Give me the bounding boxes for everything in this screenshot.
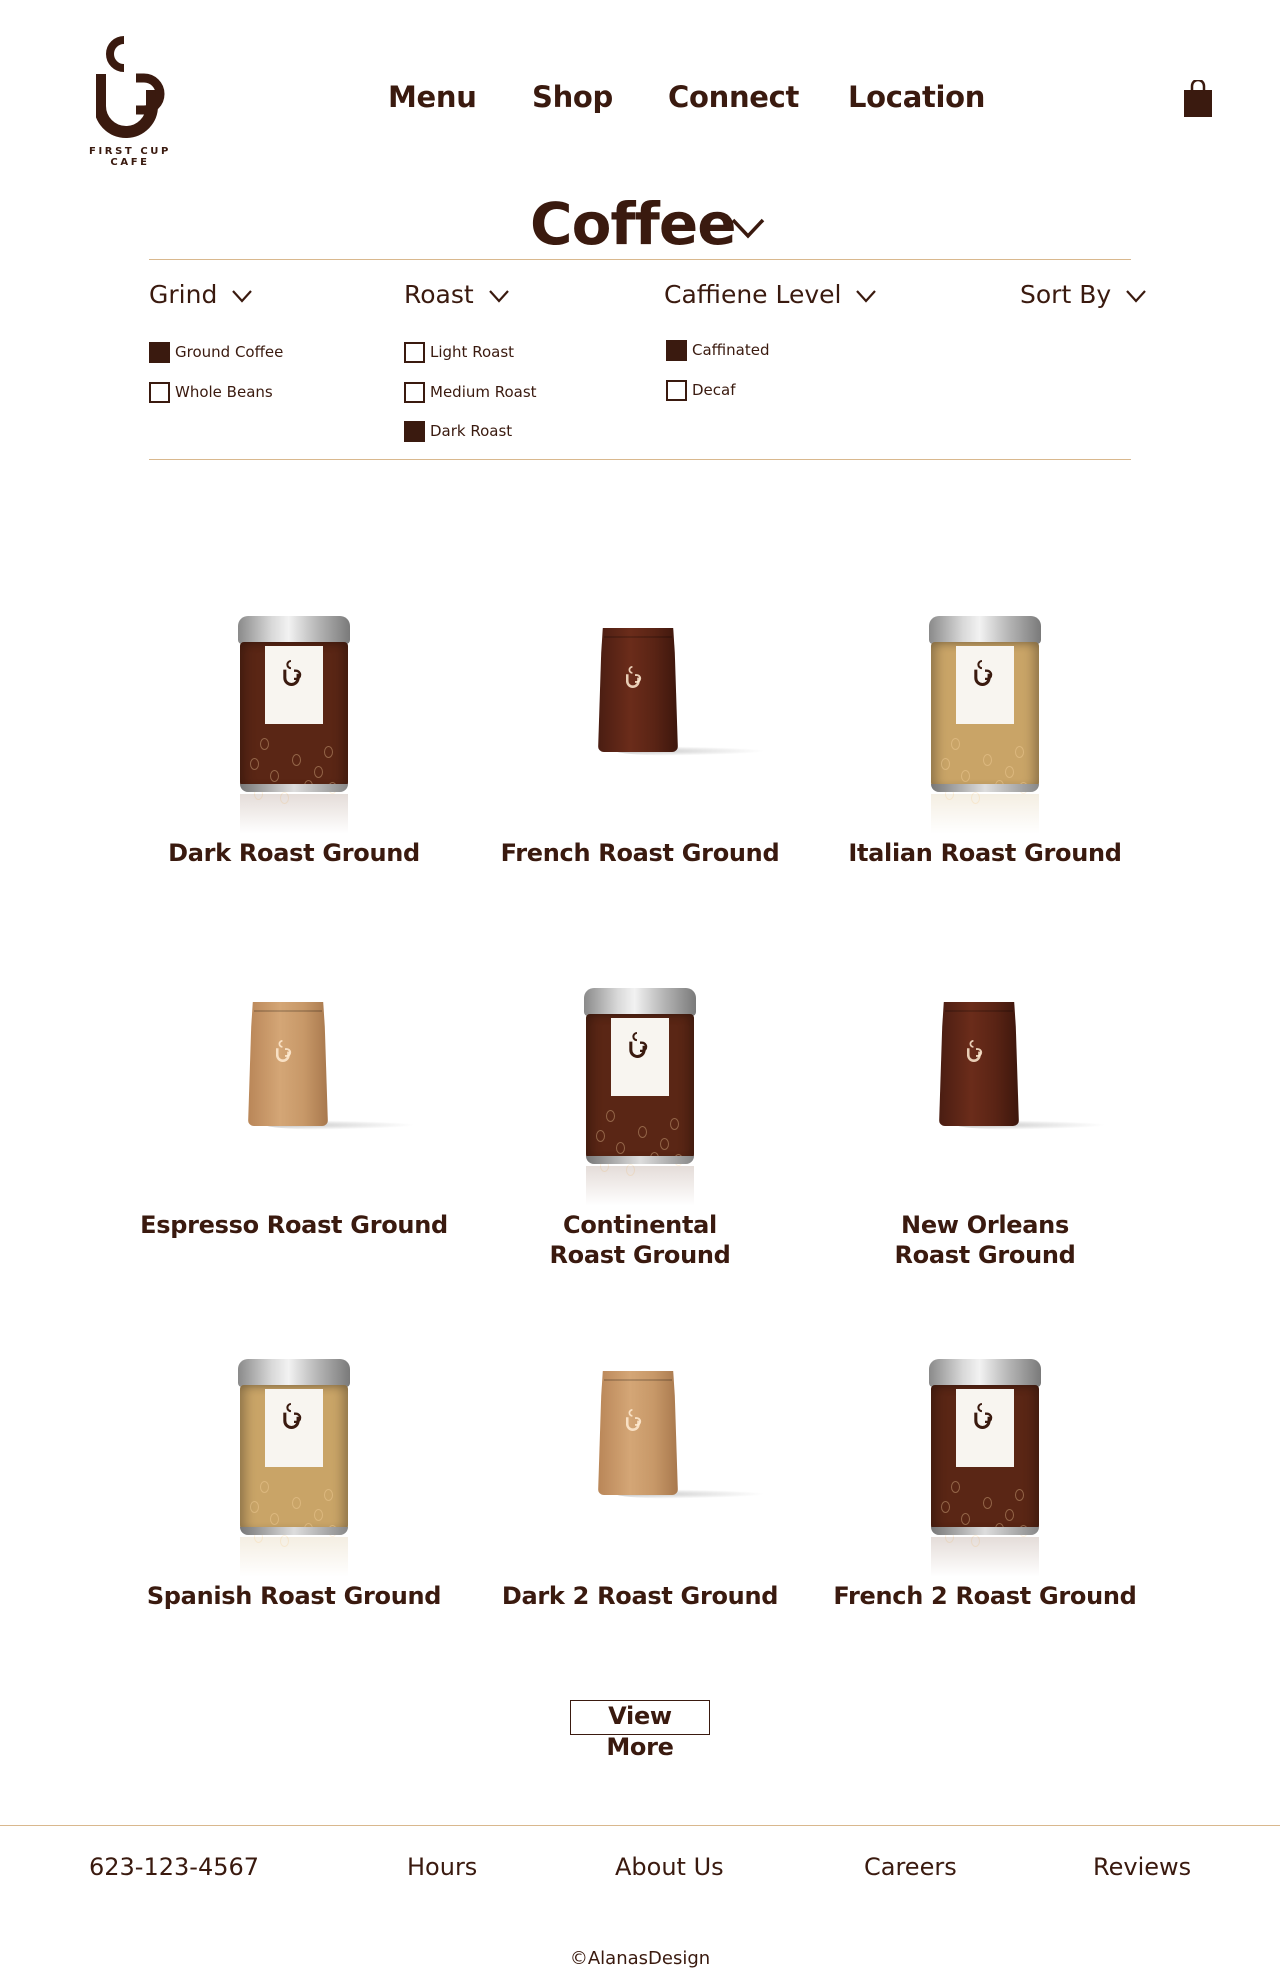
cup-logo-icon xyxy=(283,660,305,686)
logo-text: FIRST CUP CAFE xyxy=(89,146,171,168)
product-name[interactable]: French 2 Roast Ground xyxy=(833,1582,1137,1610)
checkbox-caffinated[interactable] xyxy=(666,338,826,362)
checkbox-medium-roast[interactable] xyxy=(404,380,564,404)
product-image[interactable] xyxy=(124,984,464,1214)
product-image[interactable] xyxy=(124,1355,464,1585)
filter-roast-label: Roast xyxy=(404,280,474,309)
footer-phone-link[interactable]: 623-123-4567 xyxy=(89,1853,260,1881)
nav-shop[interactable]: Shop xyxy=(532,80,614,114)
footer-reviews-link[interactable]: Reviews xyxy=(1093,1853,1192,1881)
chevron-down-icon xyxy=(231,289,253,303)
product-card[interactable] xyxy=(815,612,1155,912)
product-card[interactable] xyxy=(124,612,464,912)
cup-logo-icon xyxy=(626,666,644,688)
cup-logo-icon xyxy=(283,1403,305,1429)
footer-careers-link[interactable]: Careers xyxy=(864,1853,957,1881)
product-name[interactable]: Italian Roast Ground xyxy=(848,839,1122,867)
product-image[interactable] xyxy=(815,1355,1155,1585)
checkbox-box[interactable] xyxy=(149,382,170,403)
filter-grind[interactable] xyxy=(149,280,253,309)
product-card[interactable] xyxy=(815,984,1155,1284)
checkbox-label: Light Roast xyxy=(430,343,515,361)
product-card[interactable] xyxy=(124,984,464,1284)
view-more-button[interactable]: View More xyxy=(570,1700,710,1735)
footer-hours-link[interactable]: Hours xyxy=(407,1853,478,1881)
checkbox-box[interactable] xyxy=(404,382,425,403)
cup-logo-icon xyxy=(629,1032,651,1058)
cup-logo-icon xyxy=(96,36,176,138)
product-name[interactable]: Espresso Roast Ground xyxy=(140,1211,448,1239)
cart-button[interactable] xyxy=(1183,80,1213,118)
cup-logo-icon xyxy=(967,1040,985,1062)
checkbox-box[interactable] xyxy=(404,421,425,442)
product-image[interactable] xyxy=(470,612,810,842)
product-card[interactable] xyxy=(815,1355,1155,1655)
checkbox-dark-roast[interactable] xyxy=(404,419,564,443)
cup-logo-icon xyxy=(974,1403,996,1429)
footer-divider xyxy=(0,1825,1280,1826)
checkbox-ground-coffee[interactable] xyxy=(149,340,309,364)
nav-menu[interactable]: Menu xyxy=(388,80,477,114)
product-name[interactable]: French Roast Ground xyxy=(500,839,780,867)
product-image[interactable] xyxy=(470,984,810,1214)
product-image[interactable] xyxy=(124,612,464,842)
copyright-text: ©AlanasDesign xyxy=(569,1948,711,1969)
chevron-down-icon xyxy=(488,289,510,303)
product-card[interactable] xyxy=(470,612,810,912)
nav-location[interactable]: Location xyxy=(848,80,986,114)
nav-connect[interactable]: Connect xyxy=(668,80,800,114)
shopping-bag-icon xyxy=(1183,80,1213,118)
product-name[interactable]: Dark 2 Roast Ground xyxy=(501,1582,779,1610)
product-image[interactable] xyxy=(815,984,1155,1214)
checkbox-box[interactable] xyxy=(666,340,687,361)
product-image[interactable] xyxy=(470,1355,810,1585)
checkbox-label: Dark Roast xyxy=(430,422,513,440)
product-image[interactable] xyxy=(815,612,1155,842)
checkbox-label: Medium Roast xyxy=(430,383,537,401)
footer-about-link[interactable]: About Us xyxy=(615,1853,724,1881)
chevron-down-icon xyxy=(855,289,877,303)
checkbox-label: Whole Beans xyxy=(175,383,273,401)
checkbox-decaf[interactable] xyxy=(666,378,826,402)
product-name[interactable]: New Orleans Roast Ground xyxy=(894,1211,1076,1269)
product-card[interactable] xyxy=(124,1355,464,1655)
checkbox-box[interactable] xyxy=(666,380,687,401)
checkbox-light-roast[interactable] xyxy=(404,340,564,364)
checkbox-whole-beans[interactable] xyxy=(149,380,309,404)
sort-by-label: Sort By xyxy=(1020,280,1112,309)
cup-logo-icon xyxy=(276,1040,294,1062)
checkbox-box[interactable] xyxy=(404,342,425,363)
product-card[interactable] xyxy=(470,1355,810,1655)
checkbox-label: Decaf xyxy=(692,381,736,399)
cup-logo-icon xyxy=(974,660,996,686)
checkbox-label: Ground Coffee xyxy=(175,343,284,361)
filter-caffeine[interactable] xyxy=(664,280,877,309)
divider xyxy=(149,459,1131,460)
product-name[interactable]: Spanish Roast Ground xyxy=(146,1582,442,1610)
cup-logo-icon xyxy=(626,1409,644,1431)
checkbox-box[interactable] xyxy=(149,342,170,363)
product-card[interactable] xyxy=(470,984,810,1284)
filter-roast[interactable] xyxy=(404,280,510,309)
chevron-down-icon[interactable] xyxy=(730,216,766,240)
page-title[interactable]: Coffee xyxy=(530,190,736,258)
filter-grind-label: Grind xyxy=(149,280,218,309)
product-name[interactable]: Continental Roast Ground xyxy=(549,1211,731,1269)
sort-by[interactable] xyxy=(1020,280,1147,309)
divider xyxy=(149,259,1131,260)
filter-caffeine-label: Caffiene Level xyxy=(664,280,842,309)
product-name[interactable]: Dark Roast Ground xyxy=(168,839,420,867)
checkbox-label: Caffinated xyxy=(692,341,770,359)
site-logo[interactable] xyxy=(70,36,190,168)
chevron-down-icon xyxy=(1125,289,1147,303)
